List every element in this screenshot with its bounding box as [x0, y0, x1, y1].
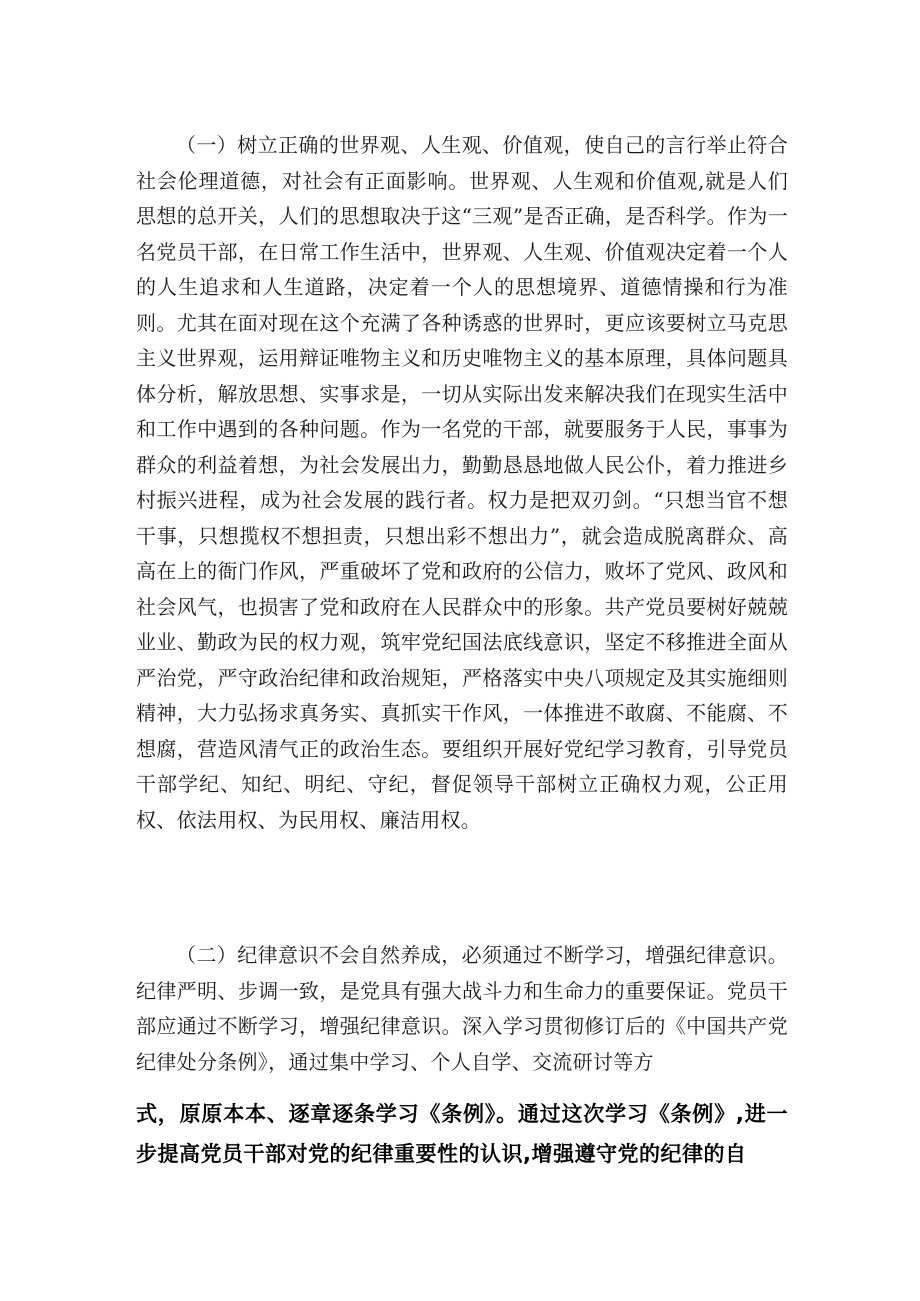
paragraph-2: （二）纪律意识不会自然养成，必须通过不断学习，增强纪律意识。纪律严明、步调一致，是党具有强大战斗力和生命力的重要保证。党员干部应通过不断学习，增强纪律意识。深入学习贯彻修订后的《中国共产党纪律处分条例》，通过集中学习、个人自学、交流研讨等方 — [136, 943, 788, 1074]
paragraph-1: （一）树立正确的世界观、人生观、价值观，使自己的言行举止符合社会伦理道德，对社会有正面影响。世界观、人生观和价值观,就是人们思想的总开关，人们的思想取决于这“三观”是否正确，是否科学。作为一名党员干部，在日常工作生活中，世界观、人生观、价值观决定着一个人的人生追求和人生道路，决定着一个人的思想境界、道德情操和行为准则。尤其在面对现在这个充满了各种诱惑的世界时，更应该要树立马克思主义世界观，运用辩证唯物主义和历史唯物主义的基本原理，具体问题具体分析，解放思想、实事求是，一切从实际出发来解决我们在现实生活中和工作中遇到的各种问题。作为一名党的干部，就要服务于人民，事事为群众的利益着想，为社会发展出力，勤勤恳恳地做人民公仆，着力推进乡村振兴进程，成为社会发展的践行者。权力是把双刃剑。“只想当官不想干事，只想揽权不想担责，只想出彩不想出力”，就会造成脱离群众、高高在上的衙门作风，严重破坏了党和政府的公信力，败坏了党风、政风和社会风气，也损害了党和政府在人民群众中的形象。共产党员要树好兢兢业业、勤政为民的权力观，筑牢党纪国法底线意识，坚定不移推进全面从严治党，严守政治纪律和政治规矩，严格落实中央八项规定及其实施细则精神，大力弘扬求真务实、真抓实干作风，一体推进不敢腐、不能腐、不想腐，营造风清气正的政治生态。要组织开展好党纪学习教育，引导党员干部学纪、知纪、明纪、守纪，督促领导干部树立正确权力观，公正用权、依法用权、为民用权、廉洁用权。 — [136, 133, 788, 832]
bold-continuation-text: 式，原原本本、逐章逐条学习《条例》。通过这次学习《条例》,进一步提高党员干部对党的纪律重要性的认识,增强遵守党的纪律的自 — [136, 1102, 788, 1166]
